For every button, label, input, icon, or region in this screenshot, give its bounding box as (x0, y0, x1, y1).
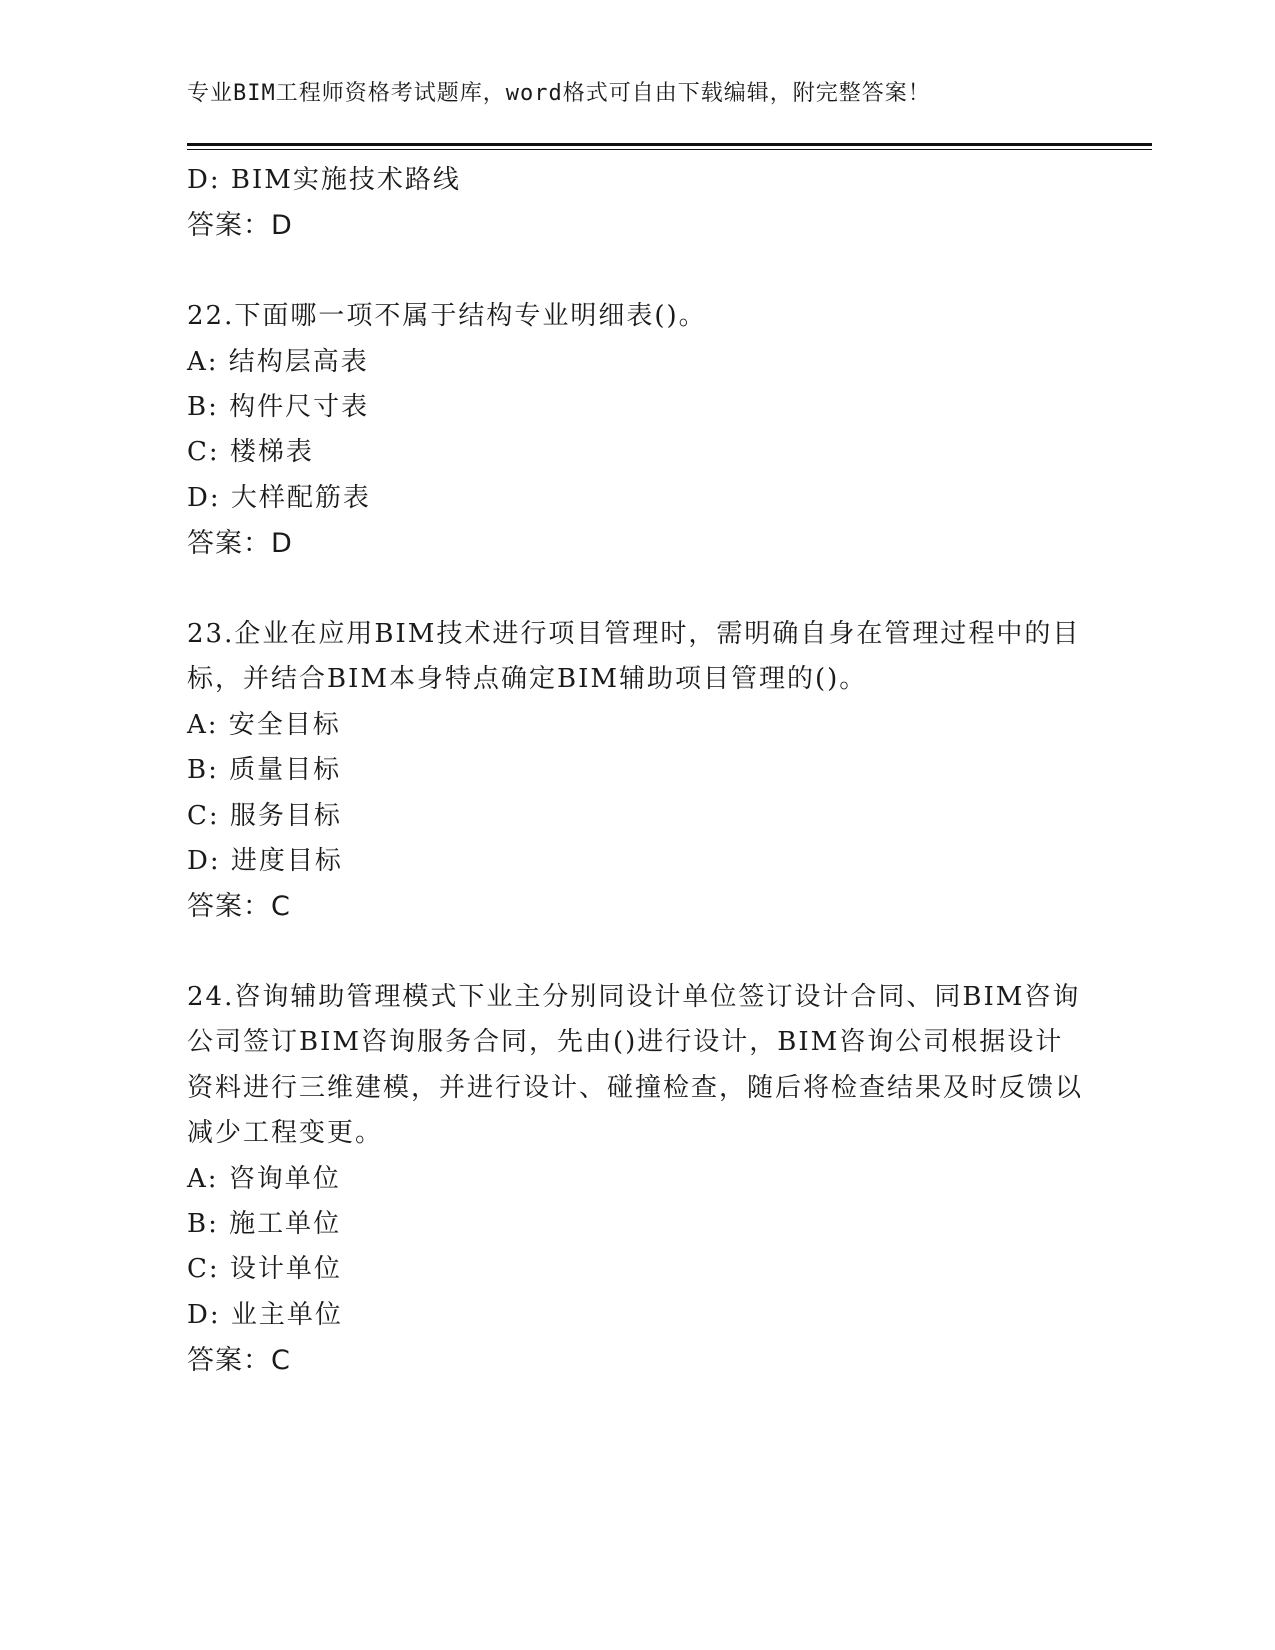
header-rule-thick (187, 143, 1152, 146)
option-b: B: 质量目标 (187, 755, 342, 786)
question-stem: 22.下面哪一项不属于结构专业明细表()。 (187, 301, 707, 332)
question-22 (187, 294, 1087, 566)
option-c: C: 设计单位 (187, 1254, 342, 1285)
answer: 答案：C (187, 891, 291, 923)
spacer (187, 249, 1087, 294)
question-stem: 24.咨询辅助管理模式下业主分别同设计单位签订设计合同、同BIM咨询公司签订BIM咨询服务合同，先由()进行设计，BIM咨询公司根据设计资料进行三维建模，并进行设计、碰撞检查，随后将检查结果及时反馈以减少工程变更。 (187, 982, 1084, 1149)
option-a: A: 安全目标 (187, 709, 341, 740)
option-b: B: 施工单位 (187, 1209, 342, 1240)
option-b: B: 构件尺寸表 (187, 391, 370, 422)
question-23 (187, 612, 1087, 930)
option-a: A: 结构层高表 (187, 346, 369, 377)
previous-answer: 答案：D (187, 210, 293, 242)
option-c: C: 服务目标 (187, 800, 342, 831)
spacer (187, 930, 1087, 975)
previous-option-d: D: BIM实施技术路线 (187, 165, 461, 195)
answer: 答案：D (187, 528, 293, 560)
header-rule-thin (187, 149, 1152, 150)
option-d: D: 大样配筋表 (187, 482, 371, 513)
question-24 (187, 975, 1087, 1384)
option-d: D: 进度目标 (187, 845, 343, 876)
document-body (187, 158, 1087, 1384)
option-a: A: 咨询单位 (187, 1163, 341, 1194)
page-header: 专业BIM工程师资格考试题库，word格式可自由下载编辑，附完整答案！ (187, 81, 931, 106)
answer: 答案：C (187, 1345, 291, 1377)
spacer (187, 567, 1087, 612)
option-c: C: 楼梯表 (187, 437, 314, 468)
option-d: D: 业主单位 (187, 1299, 343, 1330)
question-stem: 23.企业在应用BIM技术进行项目管理时，需明确自身在管理过程中的目标，并结合BIM本身特点确定BIM辅助项目管理的()。 (187, 618, 1081, 695)
